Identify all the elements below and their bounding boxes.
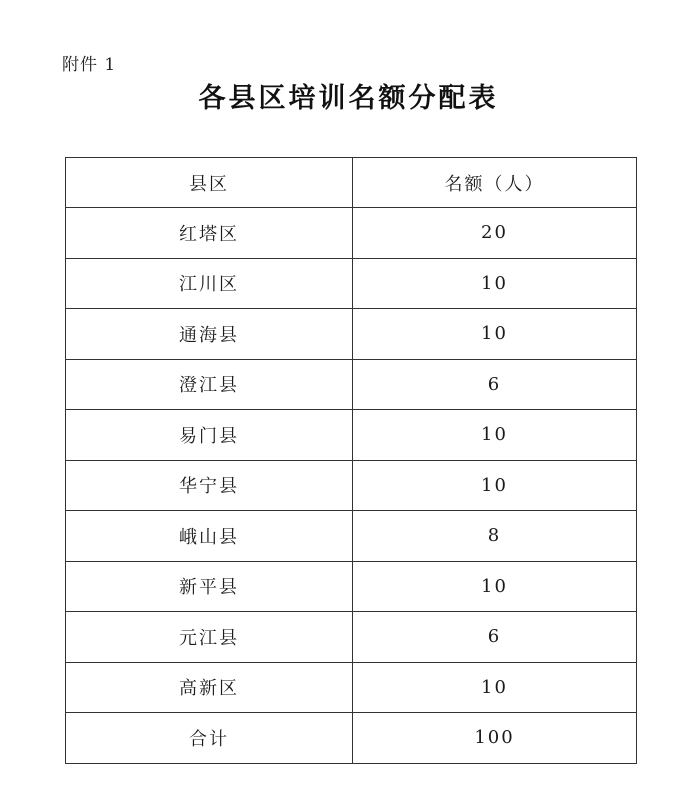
table-row — [66, 460, 637, 511]
county-cell: 江川区 — [66, 258, 353, 309]
quota-cell: 10 — [353, 561, 637, 612]
county-cell: 易门县 — [66, 410, 353, 461]
quota-cell: 10 — [353, 309, 637, 360]
table-row — [66, 662, 637, 713]
quota-cell: 6 — [353, 612, 637, 663]
quota-cell: 6 — [353, 359, 637, 410]
column-header-county: 县区 — [66, 158, 353, 208]
table-row — [66, 410, 637, 461]
total-row — [66, 713, 637, 764]
county-cell: 澄江县 — [66, 359, 353, 410]
county-cell: 新平县 — [66, 561, 353, 612]
table-row — [66, 258, 637, 309]
county-cell: 通海县 — [66, 309, 353, 360]
quota-cell: 10 — [353, 460, 637, 511]
county-cell: 华宁县 — [66, 460, 353, 511]
quota-cell: 8 — [353, 511, 637, 562]
table-row — [66, 309, 637, 360]
county-cell: 红塔区 — [66, 208, 353, 259]
table-row — [66, 511, 637, 562]
table-row — [66, 208, 637, 259]
column-header-quota: 名额（人） — [353, 158, 637, 208]
quota-table — [65, 157, 637, 764]
total-quota-cell: 100 — [353, 713, 637, 764]
quota-cell: 10 — [353, 258, 637, 309]
county-cell: 元江县 — [66, 612, 353, 663]
table-row — [66, 359, 637, 410]
table-row — [66, 612, 637, 663]
county-cell: 高新区 — [66, 662, 353, 713]
document-title: 各县区培训名额分配表 — [198, 83, 499, 114]
table-header-row — [66, 158, 637, 208]
quota-cell: 10 — [353, 662, 637, 713]
table-row — [66, 561, 637, 612]
attachment-label: 附件 1 — [62, 55, 117, 75]
quota-cell: 20 — [353, 208, 637, 259]
total-label-cell: 合计 — [66, 713, 353, 764]
county-cell: 峨山县 — [66, 511, 353, 562]
quota-cell: 10 — [353, 410, 637, 461]
